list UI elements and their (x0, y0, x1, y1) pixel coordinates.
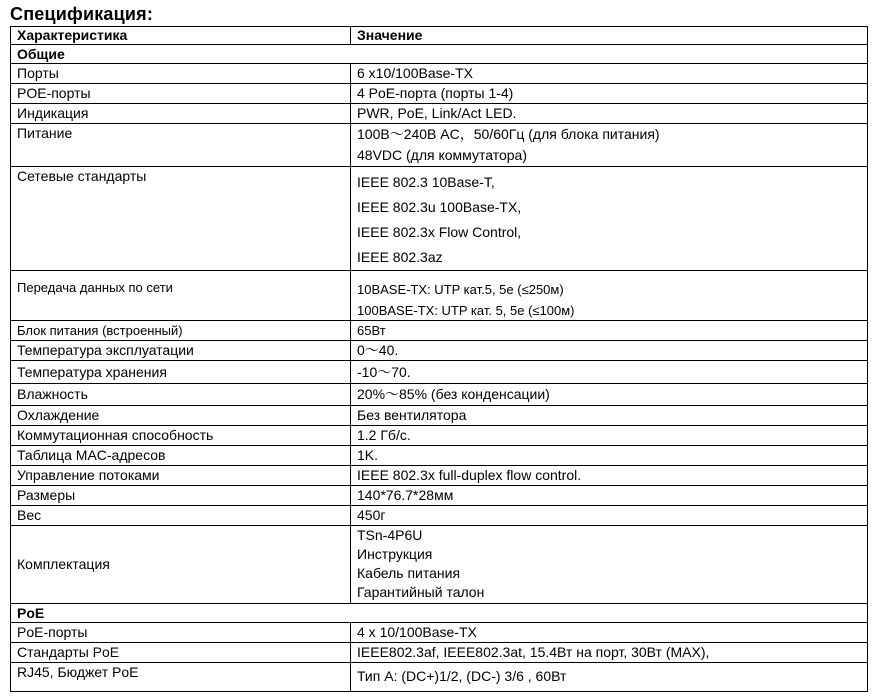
table-row (11, 446, 868, 466)
row-value (351, 526, 868, 604)
row-label: Таблица MAC-адресов (11, 446, 351, 466)
row-value: 450г (351, 506, 868, 526)
table-row (11, 341, 868, 361)
row-value: IEEE 802.3x full-duplex flow control. (351, 466, 868, 486)
value-line: IEEE 802.3u 100Base-TX, (357, 199, 522, 215)
table-row (11, 663, 868, 692)
row-value: 1.2 Гб/с. (351, 426, 868, 446)
row-label: Порты (11, 64, 351, 84)
row-value: PWR, PoE, Link/Act LED. (351, 104, 868, 124)
value-line: IEEE 802.3x Flow Control, (357, 224, 522, 240)
table-row (11, 643, 868, 663)
row-label: Блок питания (встроенный) (11, 321, 351, 341)
row-label: Коммутационная способность (11, 426, 351, 446)
row-value: 4 x 10/100Base-TX (351, 623, 868, 643)
row-label: Влажность (11, 384, 351, 406)
row-label: Индикация (11, 104, 351, 124)
table-row (11, 506, 868, 526)
table-row (11, 406, 868, 426)
value-line: Гарантийный талон (357, 584, 485, 600)
row-value: Без вентилятора (351, 406, 868, 426)
row-label: Температура эксплуатации (11, 341, 351, 361)
specification-table (10, 26, 868, 692)
row-label: RJ45, Бюджет PoE (11, 663, 351, 692)
section-general-title: Общие (11, 45, 868, 64)
table-row (11, 384, 868, 406)
row-value: 20%～85% (без конденсации) (351, 384, 868, 406)
table-row (11, 167, 868, 271)
row-value: 6 x10/100Base-TX (351, 64, 868, 84)
row-label: Температура хранения (11, 361, 351, 384)
row-value: 4 PoE-порта (порты 1-4) (351, 84, 868, 104)
table-row (11, 271, 868, 321)
table-row (11, 623, 868, 643)
section-poe-title: PoE (11, 604, 868, 623)
value-line: Кабель питания (357, 565, 461, 581)
row-label: Охлаждение (11, 406, 351, 426)
value-line: IEEE 802.3az (357, 249, 443, 265)
row-value: Тип A: (DC+)1/2, (DC-) 3/6 , 60Вт (351, 663, 868, 692)
header-value: Значение (351, 27, 868, 45)
row-value (351, 124, 868, 167)
section-general-row (11, 45, 868, 64)
value-line: 100В～240В AC，50/60Гц (для блока питания) (357, 126, 660, 142)
row-value: 1K. (351, 446, 868, 466)
page-title: Спецификация: (10, 4, 154, 24)
row-label: Передача данных по сети (11, 271, 351, 321)
value-line: TSn-4P6U (357, 527, 423, 543)
table-header-row (11, 27, 868, 45)
table-row (11, 466, 868, 486)
table-row (11, 321, 868, 341)
table-row (11, 486, 868, 506)
section-poe-row (11, 604, 868, 623)
row-value: -10～70. (351, 361, 868, 384)
header-characteristic: Характеристика (11, 27, 351, 45)
row-label: Стандарты PoE (11, 643, 351, 663)
row-label: PoE-порты (11, 623, 351, 643)
table-row (11, 426, 868, 446)
table-row (11, 124, 868, 167)
value-line: Инструкция (357, 546, 433, 562)
row-label: Сетевые стандарты (11, 167, 351, 271)
row-value (351, 167, 868, 271)
row-label: POE-порты (11, 84, 351, 104)
row-label: Управление потоками (11, 466, 351, 486)
row-label: Размеры (11, 486, 351, 506)
row-label: Комплектация (11, 526, 351, 604)
value-line: IEEE 802.3 10Base-T, (357, 174, 495, 190)
value-line: 48VDC (для коммутатора) (357, 147, 527, 163)
table-row (11, 361, 868, 384)
row-value: 0～40. (351, 341, 868, 361)
row-value: 65Вт (351, 321, 868, 341)
table-row (11, 84, 868, 104)
row-value (351, 271, 868, 321)
value-line: 10BASE-TX: UTP кат.5, 5е (≤250м) (357, 282, 564, 297)
table-row (11, 64, 868, 84)
row-value: IEEE802.3af, IEEE802.3at, 15.4Вт на порт, 30Вт (MAX), (351, 643, 868, 663)
row-label: Питание (11, 124, 351, 167)
row-label: Вес (11, 506, 351, 526)
value-line: 100BASE-TX: UTP кат. 5, 5е (≤100м) (357, 303, 575, 318)
table-row (11, 526, 868, 604)
row-value: 140*76.7*28мм (351, 486, 868, 506)
table-row (11, 104, 868, 124)
